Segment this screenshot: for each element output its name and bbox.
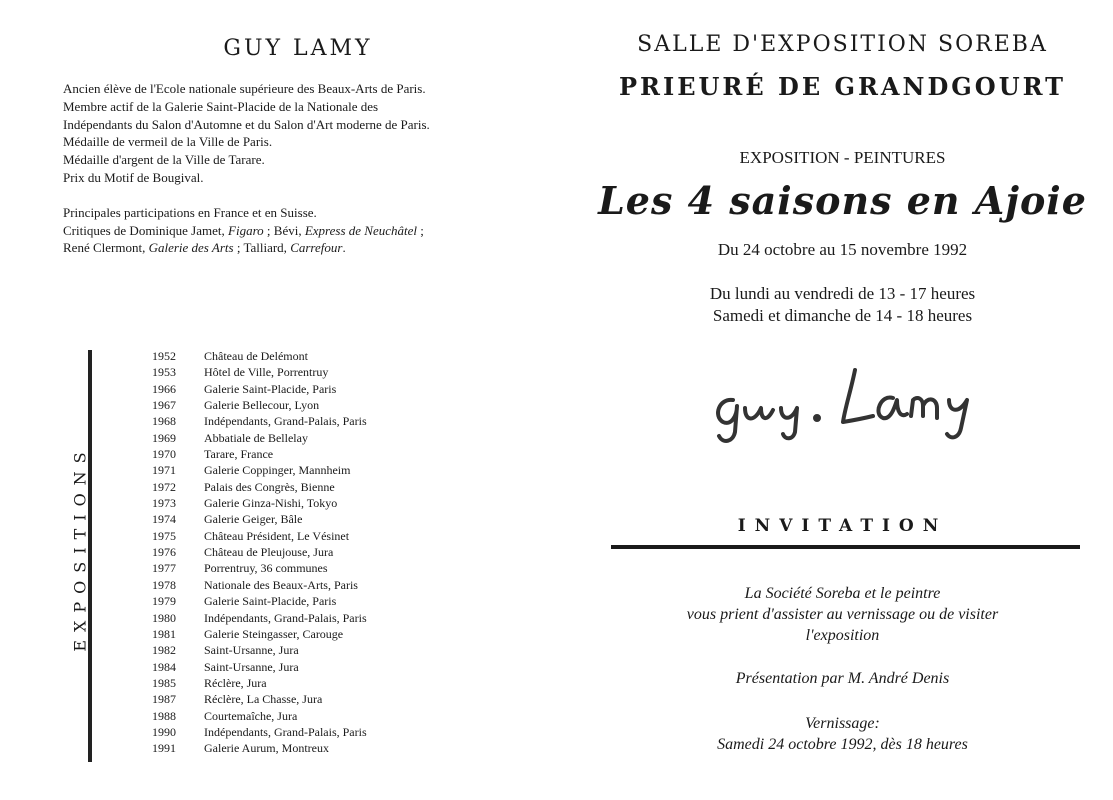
exposition-year: 1970	[152, 447, 176, 462]
critics-line-2	[63, 239, 563, 257]
exposition-year: 1976	[152, 545, 176, 560]
exposition-row	[152, 708, 367, 724]
exposition-year: 1987	[152, 692, 176, 707]
divider	[611, 545, 1080, 549]
artist-signature	[705, 360, 995, 450]
exposition-place: Château de Delémont	[204, 349, 308, 363]
exposition-place: Abbatiale de Bellelay	[204, 430, 308, 445]
venue-name: SALLE D'EXPOSITION SOREBA	[637, 32, 1048, 57]
exposition-row	[152, 495, 367, 511]
exposition-place: Galerie Coppinger, Mannheim	[204, 463, 351, 478]
participations-text: Principales participations en France et en Suisse.	[63, 204, 317, 220]
exposition-row	[152, 675, 367, 691]
exposition-year: 1966	[152, 381, 176, 396]
publication-name: Figaro	[228, 222, 264, 238]
exposition-year: 1971	[152, 463, 176, 478]
exposition-year: 1980	[152, 610, 176, 625]
exposition-row	[152, 610, 367, 626]
exposition-year: 1977	[152, 561, 176, 576]
exposition-place: Galerie Steingasser, Carouge	[204, 626, 344, 641]
critics-text: ; Talliard,	[233, 240, 291, 256]
invitation-line: l'exposition	[805, 627, 880, 644]
expositions-label: EXPOSITIONS	[70, 444, 90, 652]
critics-text: .	[342, 240, 346, 256]
exposition-year: 1984	[152, 659, 176, 674]
exposition-year: 1972	[152, 479, 176, 494]
exposition-row	[152, 724, 367, 740]
critics-text: ;	[416, 222, 424, 238]
exposition-row	[152, 528, 367, 544]
exposition-place: Galerie Bellecour, Lyon	[204, 398, 320, 413]
invitation-line: La Société Soreba et le peintre	[744, 585, 941, 602]
exposition-row	[152, 430, 367, 446]
exposition-row	[152, 446, 367, 462]
exposition-place: Saint-Ursanne, Jura	[204, 659, 299, 674]
invitation-heading: INVITATION	[737, 516, 948, 536]
exposition-year: 1952	[152, 349, 176, 363]
exposition-year: 1969	[152, 430, 176, 445]
exposition-place: Hôtel de Ville, Porrentruy	[204, 365, 329, 380]
exposition-row	[152, 381, 367, 397]
publication-name: Express de Neuchâtel	[304, 222, 417, 238]
vernissage-label: Vernissage:	[805, 715, 880, 732]
exposition-row	[152, 462, 367, 478]
bio-line: Indépendants du Salon d'Automne et du Salon d'Art moderne de Paris.	[63, 116, 430, 132]
vernissage-date: Samedi 24 octobre 1992, dès 18 heures	[717, 736, 968, 753]
exposition-place: Galerie Aurum, Montreux	[204, 741, 329, 756]
exposition-row	[152, 740, 367, 756]
bio-line: Médaille d'argent de la Ville de Tarare.	[63, 152, 265, 168]
exposition-row	[152, 413, 367, 429]
exposition-place: Galerie Geiger, Bâle	[204, 512, 303, 527]
bio-line: Membre actif de la Galerie Saint-Placide de la Nationale des	[63, 98, 379, 114]
critics-text: Critiques de Dominique Jamet,	[63, 222, 229, 238]
presentation-text: Présentation par M. André Denis	[735, 670, 950, 687]
exhibition-dates: Du 24 octobre au 15 novembre 1992	[717, 240, 968, 259]
bio-line: Prix du Motif de Bougival.	[63, 169, 204, 185]
exposition-row	[152, 348, 367, 364]
exposition-row	[152, 560, 367, 576]
exposition-row	[152, 691, 367, 707]
exposition-place: Indépendants, Grand-Palais, Paris	[204, 610, 367, 625]
critics-text: ; Bévi,	[263, 222, 305, 238]
exposition-year: 1978	[152, 577, 176, 592]
critics-line-1	[63, 222, 563, 240]
exposition-year: 1975	[152, 528, 176, 543]
exposition-year: 1985	[152, 675, 176, 690]
invitation-line: vous prient d'assister au vernissage ou de visiter	[686, 606, 999, 623]
weekday-hours: Du lundi au vendredi de 13 - 17 heures	[709, 284, 976, 303]
publication-name: Galerie des Arts	[148, 240, 234, 256]
exposition-row	[152, 511, 367, 527]
publication-name: Carrefour	[290, 240, 343, 256]
exposition-place: Réclère, La Chasse, Jura	[204, 692, 323, 707]
critics-text: René Clermont,	[63, 240, 149, 256]
exposition-row	[152, 593, 367, 609]
exposition-year: 1988	[152, 708, 176, 723]
venue-location: PRIEURÉ DE GRANDGOURT	[618, 72, 1067, 101]
bio-line: Médaille de vermeil de la Ville de Paris.	[63, 134, 273, 150]
exposition-row	[152, 626, 367, 642]
exposition-place: Château de Pleujouse, Jura	[204, 545, 334, 560]
exposition-place: Galerie Ginza-Nishi, Tokyo	[204, 496, 338, 511]
artist-name: GUY LAMY	[223, 36, 373, 61]
exposition-place: Galerie Saint-Placide, Paris	[204, 594, 337, 609]
exhibition-title: Les 4 saisons en Ajoie	[598, 178, 1087, 223]
exposition-place: Palais des Congrès, Bienne	[204, 479, 335, 494]
exposition-year: 1967	[152, 398, 176, 413]
artist-biography	[63, 80, 563, 257]
exposition-year: 1982	[152, 643, 176, 658]
exposition-place: Indépendants, Grand-Palais, Paris	[204, 414, 367, 429]
bio-line: Ancien élève de l'Ecole nationale supérieure des Beaux-Arts de Paris.	[63, 81, 426, 96]
exposition-place: Indépendants, Grand-Palais, Paris	[204, 724, 367, 739]
exposition-row	[152, 479, 367, 495]
weekend-hours: Samedi et dimanche de 14 - 18 heures	[712, 306, 973, 325]
exposition-place: Tarare, France	[204, 447, 274, 462]
exposition-year: 1953	[152, 365, 176, 380]
exposition-place: Galerie Saint-Placide, Paris	[204, 381, 337, 396]
exposition-place: Château Président, Le Vésinet	[204, 528, 350, 543]
exposition-row	[152, 642, 367, 658]
exposition-year: 1990	[152, 724, 176, 739]
exposition-place: Saint-Ursanne, Jura	[204, 643, 299, 658]
exposition-place: Réclère, Jura	[204, 675, 267, 690]
exposition-place: Nationale des Beaux-Arts, Paris	[204, 577, 358, 592]
exposition-row	[152, 364, 367, 380]
exposition-row	[152, 544, 367, 560]
vernissage-info	[596, 713, 1089, 755]
exposition-year: 1979	[152, 594, 176, 609]
exposition-year: 1968	[152, 414, 176, 429]
exposition-row	[152, 397, 367, 413]
exposition-place: Courtemaîche, Jura	[204, 708, 298, 723]
exposition-year: 1981	[152, 626, 176, 641]
exposition-row	[152, 659, 367, 675]
invitation-text	[596, 583, 1089, 646]
exposition-year: 1974	[152, 512, 176, 527]
opening-hours	[596, 283, 1089, 327]
exposition-year: 1991	[152, 741, 176, 756]
expositions-list	[152, 348, 367, 757]
exposition-year: 1973	[152, 496, 176, 511]
exposition-place: Porrentruy, 36 communes	[204, 561, 328, 576]
exhibition-type: EXPOSITION - PEINTURES	[739, 148, 946, 167]
exposition-row	[152, 577, 367, 593]
